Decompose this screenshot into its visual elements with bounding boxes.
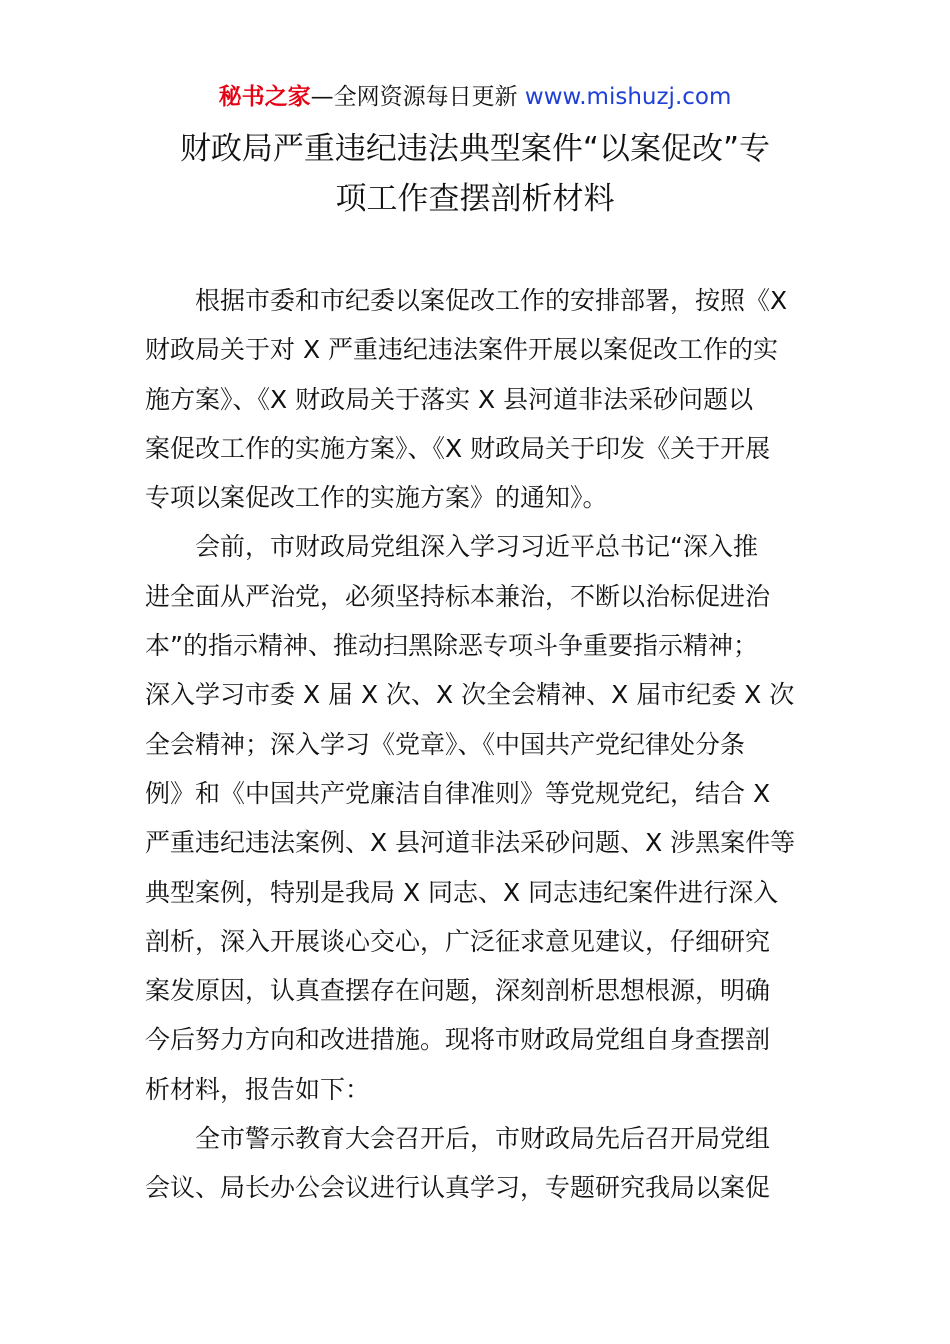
- paragraph-line: 会议、局长办公会议进行认真学习，专题研究我局以案促: [145, 1173, 771, 1203]
- paragraph-line: 严重违纪违法案例、X 县河道非法采砂问题、X 涉黑案件等: [145, 828, 796, 858]
- paragraph-line: 深入学习市委 X 届 X 次、X 次全会精神、X 届市纪委 X 次: [145, 680, 795, 710]
- paragraph-line: 本”的指示精神、推动扫黑除恶专项斗争重要指示精神；: [145, 631, 758, 661]
- site-url-link[interactable]: www.mishuzj.com: [524, 84, 732, 110]
- title-line: 财政局严重违纪违法典型案件“以案促改”专: [179, 131, 771, 167]
- paragraph-line: 进全面从严治党，必须坚持标本兼治，不断以治标促进治: [145, 581, 771, 611]
- paragraph-line: 全市警示教育大会召开后，市财政局先后召开局党组: [195, 1124, 771, 1154]
- paragraph-line: 施方案》、《X 财政局关于落实 X 县河道非法采砂问题以: [145, 384, 754, 414]
- document-title: [130, 124, 820, 224]
- paragraph-line: 例》和《中国共产党廉洁自律准则》等党规党纪，结合 X: [145, 778, 771, 808]
- paragraph-line: 会前，市财政局党组深入学习习近平总书记“深入推: [195, 532, 758, 562]
- paragraph-line: 专项以案促改工作的实施方案》的通知》。: [145, 483, 608, 513]
- title-line: 项工作查摆剖析材料: [335, 181, 615, 217]
- paragraph-line: 剖析，深入开展谈心交心，广泛征求意见建议，仔细研究: [145, 926, 771, 956]
- paragraph-line: 案促改工作的实施方案》、《X 财政局关于印发《关于开展: [145, 433, 771, 463]
- paragraph-line: 财政局关于对 X 严重违纪违法案件开展以案促改工作的实: [145, 335, 779, 365]
- site-header: [0, 80, 950, 114]
- paragraph-line: 全会精神；深入学习《党章》、《中国共产党纪律处分条: [145, 729, 746, 759]
- paragraph-line: 析材料，报告如下：: [145, 1074, 371, 1104]
- document-body: [145, 276, 825, 1213]
- header-tagline: —全网资源每日更新: [310, 84, 518, 110]
- paragraph-line: 典型案例，特别是我局 X 同志、X 同志违纪案件进行深入: [145, 877, 779, 907]
- brand-name: 秘书之家: [218, 84, 311, 110]
- paragraph-line: 今后努力方向和改进措施。现将市财政局党组自身查摆剖: [145, 1025, 771, 1055]
- paragraph-line: 根据市委和市纪委以案促改工作的安排部署，按照《X: [195, 286, 788, 315]
- paragraph-line: 案发原因，认真查摆存在问题，深刻剖析思想根源，明确: [145, 976, 771, 1006]
